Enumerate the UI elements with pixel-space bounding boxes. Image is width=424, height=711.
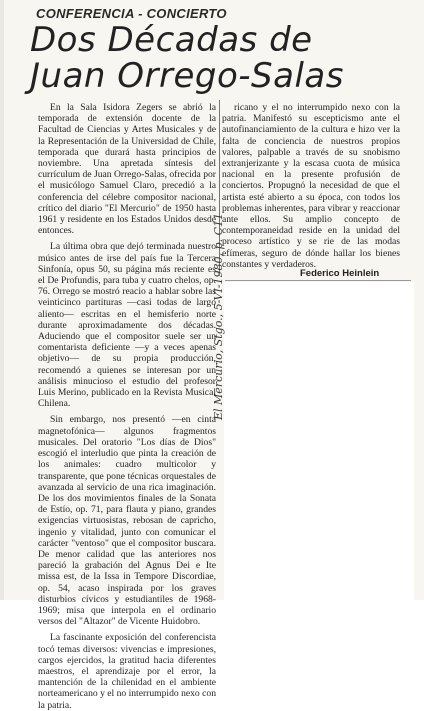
article-paragraph: La última obra que dejó terminada nuestro músico antes de irse del país fue la Tercera Sinfonía, opus 50, su página más reciente es el De Profundis, para tuba y cuatro chelos, op. 76. Orrego se mostró reacio a hablar sobre las veinticinco partituras —casi todas de largo aliento— escritas en el hemisferio norte durante aproximadamente dos décadas. Aduciendo que el compositor suele ser un comentarista deficiente —y a veces apenas objetivo— de su propia producción, recomendó a quienes se interesan por un análisis minucioso el estudio del profesor Luis Merino, publicado en la Revista Musical Chilena. [38, 241, 216, 410]
blank-area [224, 282, 414, 600]
section-kicker: CONFERENCIA - CONCIERTO [36, 6, 227, 21]
article-column-left [38, 102, 216, 711]
article-paragraph: Sin embargo, nos presentó —en cinta magnetofónica— algunos fragmentos musicales. Del oratorio "Los días de Dios" escogió el interludio que pinta la creación de los animales: cuadro multicolor y transparente, que pone técnicas orquestales de avanzada al servicio de una rica imaginación. De los dos movimientos finales de la Sonata de Estío, op. 71, para flauta y piano, grandes exigencias virtuosistas, rebosan de capricho, ingenio y vitalidad, junto con comunicar el carácter "ventoso" que el compositor buscara. De menor calidad que las anteriores nos pareció la grabación del Agnus Dei e Ite missa est, de la Issa in Tempore Discordiae, op. 54, acaso inspirada por los graves disturbios cívicos y estudiantiles de 1968-1969; misa que interpola en el ordinario versos del "Altazor" de Vicente Huidobro. [38, 414, 216, 628]
article-paragraph: En la Sala Isidora Zegers se abrió la temporada de extensión docente de la Facultad de Ciencias y Artes Musicales y de la Representación de la Universidad de Chile, temporada que durará hasta principios de noviembre. Una apretada síntesis del currículum de Juan Orrego-Salas, ofrecida por el musicólogo Samuel Claro, precedió a la conferencia del célebre compositor nacional, crítico del diario "El Mercurio" de 1950 hasta 1961 y residente en los Estados Unidos desde entonces. [38, 102, 216, 237]
clipping-cut-edge [225, 280, 411, 281]
clipping-edge [0, 0, 4, 600]
author-byline: Federico Heinlein [300, 268, 380, 279]
article-headline [30, 22, 410, 94]
handwritten-source-note: El Mercurio, Stgo., 5-VI-1980, p. C11 [212, 213, 225, 420]
article-column-right [222, 102, 400, 270]
article-paragraph: ricano y el no interrumpido nexo con la patria. Manifestó su escepticismo ante el autofinanciamiento de la cultura e hizo ver la falta de conciencia de nuestros propios valores, palpable a través de su snobismo extranjerizante y la escasa cuota de música nacional en la presente profusión de conciertos. Propugnó la necesidad de que el artista esté abierto a su época, con todos los problemas inherentes, para vibrar y reaccionar ante ellos. Su amplio concepto de contemporaneidad reside en la unidad del proceso artístico y se rie de las modas efímeras, seguro de dónde hallar los bienes constantes y verdaderos. [222, 102, 400, 270]
headline-line-1: Dos Décadas de [30, 20, 313, 60]
article-paragraph: La fascinante exposición del conferencista tocó temas diversos: vivencias e impresiones, cargos ejercidos, la gratitud hacia diferentes maestros, el aprendizaje por el error, la mantención de la chilenidad en el ambiente norteamericano y el no interrumpido nexo con la patria. [38, 632, 216, 711]
headline-line-2: Juan Orrego-Salas [30, 56, 344, 96]
